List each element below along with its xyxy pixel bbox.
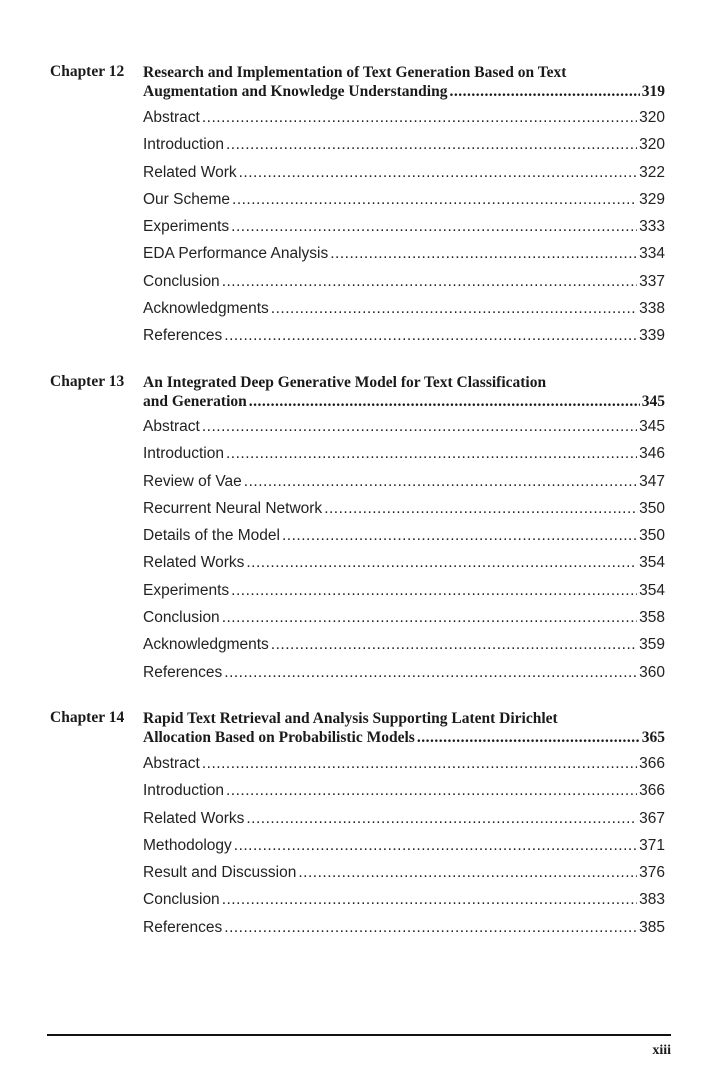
toc-entry[interactable] [143, 609, 665, 636]
entry-label: Abstract [143, 755, 200, 772]
leader-dots [246, 810, 637, 828]
entry-page-number: 334 [639, 245, 665, 263]
entry-page-number: 322 [639, 163, 665, 181]
toc-entry[interactable] [143, 473, 665, 500]
chapter-label: Chapter 12 [50, 63, 125, 80]
chapter-title-line2: Allocation Based on Probabilistic Models [143, 729, 415, 746]
leader-dots [202, 109, 637, 127]
entry-label: Conclusion [143, 272, 220, 290]
entry-page-number: 337 [639, 272, 665, 290]
toc-entry[interactable] [143, 273, 665, 300]
entry-page-number: 329 [639, 190, 665, 208]
leader-dots [231, 218, 637, 236]
chapter-label: Chapter 14 [50, 709, 125, 726]
leader-dots [226, 445, 637, 463]
entry-page-number: 360 [639, 663, 665, 681]
entry-page-number: 339 [639, 327, 665, 345]
leader-dots [417, 728, 640, 747]
leader-dots [202, 418, 637, 436]
entry-label: References [143, 663, 223, 681]
toc-entry[interactable] [143, 891, 665, 918]
toc-entry[interactable] [143, 245, 665, 272]
leader-dots [282, 527, 637, 545]
leader-dots [239, 164, 638, 182]
entry-page-number: 347 [639, 472, 665, 490]
toc-entry[interactable] [143, 109, 665, 136]
toc-entry[interactable] [143, 164, 665, 191]
entry-label: Review of Vae [143, 472, 242, 490]
entry-page-number: 366 [639, 755, 665, 772]
entry-label: Introduction [143, 445, 224, 463]
chapter-title[interactable] [143, 709, 665, 747]
entry-page-number: 371 [639, 836, 665, 854]
toc-entry[interactable] [143, 864, 665, 891]
leader-dots [249, 392, 640, 411]
chapter-title-line1: Rapid Text Retrieval and Analysis Supporting Latent Dirichlet [143, 710, 558, 727]
leader-dots [246, 554, 637, 572]
chapter-title-line1: Research and Implementation of Text Generation Based on Text [143, 64, 567, 81]
entry-label: Conclusion [143, 891, 220, 909]
leader-dots [202, 755, 637, 773]
leader-dots [271, 300, 637, 318]
toc-entry[interactable] [143, 136, 665, 163]
chapter-title-row [143, 728, 665, 747]
leader-dots [244, 473, 637, 491]
toc-entry[interactable] [143, 554, 665, 581]
leader-dots [232, 191, 637, 209]
entry-page-number: 366 [639, 782, 665, 800]
entry-page-number: 333 [639, 218, 665, 236]
leader-dots [226, 136, 637, 154]
entry-page-number: 346 [639, 445, 665, 463]
entry-label: Experiments [143, 218, 230, 236]
toc-entry[interactable] [143, 300, 665, 327]
entry-page-number: 354 [639, 581, 665, 599]
entry-label: EDA Performance Analysis [143, 245, 329, 263]
entry-label: Introduction [143, 136, 224, 154]
entry-label: Details of the Model [143, 527, 280, 545]
entry-page-number: 385 [639, 918, 665, 936]
entry-page-number: 338 [639, 300, 665, 318]
toc-entry[interactable] [143, 810, 665, 837]
chapter-title[interactable] [143, 373, 665, 411]
toc-entry[interactable] [143, 919, 665, 946]
chapter-page-number: 319 [641, 83, 665, 100]
leader-dots [222, 891, 637, 909]
entry-label: Related Works [143, 809, 245, 827]
entry-label: Acknowledgments [143, 300, 269, 318]
chapter-title-line1: An Integrated Deep Generative Model for Text Classification [143, 374, 547, 391]
chapter-page-number: 365 [641, 729, 665, 746]
leader-dots [271, 636, 637, 654]
entry-label: Related Work [143, 163, 237, 181]
chapter-page-number: 345 [641, 393, 665, 410]
leader-dots [222, 273, 637, 291]
entry-page-number: 320 [639, 136, 665, 154]
toc-entry[interactable] [143, 527, 665, 554]
entry-label: Acknowledgments [143, 636, 269, 654]
section-list [143, 755, 665, 946]
leader-dots [226, 782, 637, 800]
toc-entry[interactable] [143, 837, 665, 864]
entry-label: Experiments [143, 581, 230, 599]
chapter-label: Chapter 13 [50, 373, 125, 390]
entry-label: Related Works [143, 554, 245, 572]
chapter-title-line2: and Generation [143, 393, 247, 410]
toc-entry[interactable] [143, 327, 665, 354]
section-list [143, 418, 665, 691]
entry-page-number: 383 [639, 891, 665, 909]
leader-dots [324, 500, 637, 518]
leader-dots [224, 919, 637, 937]
leader-dots [449, 82, 639, 101]
toc-entry[interactable] [143, 636, 665, 663]
leader-dots [224, 327, 637, 345]
chapter-title[interactable] [143, 63, 665, 101]
chapter-title-line2: Augmentation and Knowledge Understanding [143, 83, 448, 100]
toc-entry[interactable] [143, 582, 665, 609]
entry-page-number: 350 [639, 527, 665, 545]
leader-dots [298, 864, 637, 882]
toc-entry[interactable] [143, 418, 665, 445]
leader-dots [231, 582, 637, 600]
entry-page-number: 350 [639, 499, 665, 517]
section-list [143, 109, 665, 355]
chapter-title-row [143, 82, 665, 101]
entry-label: References [143, 918, 223, 936]
entry-label: Conclusion [143, 609, 220, 627]
entry-label: Result and Discussion [143, 864, 297, 882]
leader-dots [224, 664, 637, 682]
chapter-title-row [143, 392, 665, 411]
toc-entry[interactable] [143, 782, 665, 809]
entry-label: Methodology [143, 836, 232, 854]
page-folio: xiii [652, 1043, 671, 1058]
entry-label: Our Scheme [143, 190, 231, 208]
entry-page-number: 354 [639, 554, 665, 572]
toc-entry[interactable] [143, 191, 665, 218]
toc-entry[interactable] [143, 664, 665, 691]
entry-page-number: 358 [639, 609, 665, 627]
entry-label: Recurrent Neural Network [143, 499, 323, 517]
leader-dots [330, 245, 637, 263]
entry-page-number: 359 [639, 636, 665, 654]
toc-entry[interactable] [143, 500, 665, 527]
entry-page-number: 376 [639, 864, 665, 882]
toc-entry[interactable] [143, 755, 665, 782]
entry-label: References [143, 327, 223, 345]
entry-page-number: 320 [639, 109, 665, 126]
leader-dots [222, 609, 637, 627]
entry-label: Introduction [143, 782, 224, 800]
entry-page-number: 345 [639, 418, 665, 435]
entry-label: Abstract [143, 418, 200, 435]
entry-label: Abstract [143, 109, 200, 126]
leader-dots [234, 837, 637, 855]
toc-entry[interactable] [143, 218, 665, 245]
toc-entry[interactable] [143, 445, 665, 472]
footer-divider [47, 1034, 671, 1036]
entry-page-number: 367 [639, 809, 665, 827]
